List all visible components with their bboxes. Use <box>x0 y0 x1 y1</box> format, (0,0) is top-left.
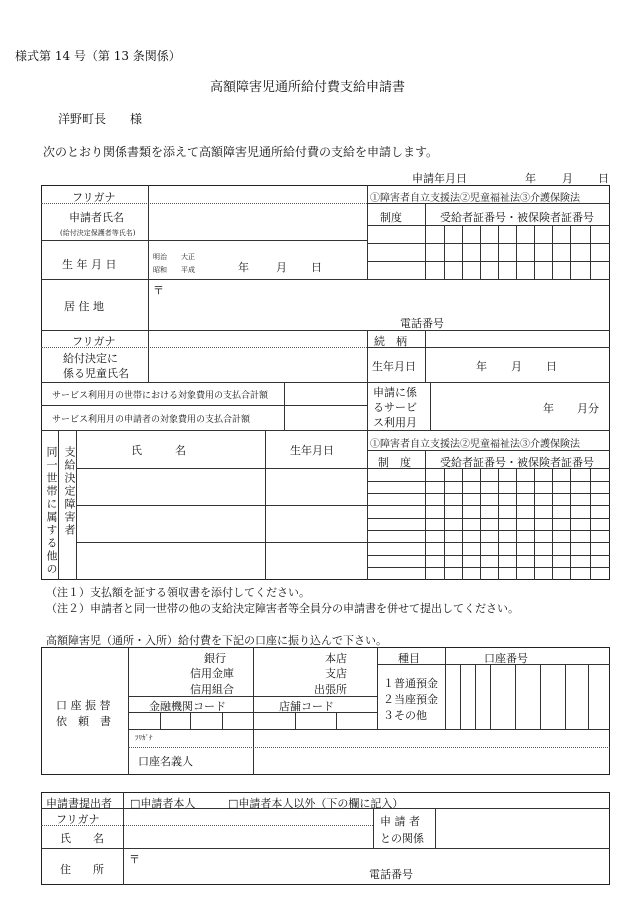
bank-type-kumiai: 信用組合 <box>190 683 234 696</box>
submitter-phone-label: 電話番号 <box>369 868 413 881</box>
account-number-header: 口座番号 <box>484 652 528 665</box>
submitter-postal-mark: 〒 <box>129 853 140 866</box>
child-name-label-1: 給付決定に <box>63 352 118 365</box>
account-type-2: ２当座預金 <box>383 693 438 706</box>
household-inner-label: 支給決定障害者 <box>63 446 76 537</box>
submitter-other-checkbox[interactable]: □申請者本人以外（下の欄に記入） <box>228 797 404 810</box>
submitter-furigana-label: フリガナ <box>56 813 100 826</box>
applicant-dob-label: 生 年 月 日 <box>62 258 117 271</box>
postal-mark: 〒 <box>153 284 164 297</box>
application-date-label: 申請年月日 <box>412 172 467 185</box>
service-month-year: 年 <box>543 402 554 415</box>
era-taisho: 大正 <box>181 253 195 261</box>
child-dob-day: 日 <box>546 360 557 373</box>
applicant-furigana-label: フリガナ <box>72 191 116 204</box>
household-laws: ①障害者自立支援法②児童福祉法③介護保険法 <box>370 439 580 450</box>
applicant-name-label: 申請者氏名 <box>69 211 124 224</box>
branch-type-office: 出張所 <box>314 683 347 696</box>
bank-intro: 高額障害児（通所・入所）給付費を下記の口座に振り込んで下さい。 <box>46 634 387 647</box>
holder-furigana-label: ﾌﾘｶﾞﾅ <box>135 734 153 742</box>
child-name-label-2: 係る児童氏名 <box>63 367 129 380</box>
household-cert-label: 受給者証番号・被保険者証番号 <box>440 456 594 469</box>
bank-type-shinkin: 信用金庫 <box>190 667 234 680</box>
branch-code-label: 店舗コード <box>279 700 334 713</box>
system-laws: ①障害者自立支援法②児童福祉法③介護保険法 <box>370 193 580 204</box>
relation-label: 続 柄 <box>374 335 407 348</box>
household-dob-header: 生年月日 <box>290 444 334 457</box>
child-dob-label: 生年月日 <box>372 360 416 373</box>
household-name-header: 氏 名 <box>131 444 186 457</box>
submitter-name-label: 氏 名 <box>60 832 104 845</box>
phone-label: 電話番号 <box>400 317 444 330</box>
date-year: 年 <box>525 172 536 185</box>
note-2: （注２）申請者と同一世帯の他の支給決定障害者等全員分の申請書を併せて提出してください。 <box>46 602 519 615</box>
account-type-3: ３その他 <box>383 709 427 722</box>
bank-label-2: 依 頼 書 <box>56 715 111 728</box>
dob-year: 年 <box>238 261 249 274</box>
intro-text: 次のとおり関係書類を添えて高額障害児通所給付費の支給を申請します。 <box>43 145 439 159</box>
applicant-name-note: (給付決定保護者等氏名) <box>60 229 136 237</box>
service-month-label-1: 申請に係 <box>373 386 417 399</box>
submitter-address-label: 住 所 <box>60 863 104 876</box>
child-furigana-label: フリガナ <box>72 335 116 348</box>
household-seido-label: 制 度 <box>378 456 411 469</box>
service-month-label-3: ス利用月 <box>373 416 417 429</box>
household-outer-label: 同一世帯に属する他の <box>45 446 58 576</box>
note-1: （注１）支払額を証する領収書を添付してください。 <box>46 586 310 599</box>
date-day: 日 <box>598 172 609 185</box>
applicant-total-label: サービス利用月の申請者の対象費用の支払合計額 <box>52 415 251 425</box>
form-number: 様式第 14 号（第 13 条関係） <box>15 49 181 63</box>
household-total-label: サービス利用月の世帯における対象費用の支払合計額 <box>52 391 269 401</box>
bank-type-bank: 銀行 <box>204 652 226 665</box>
addressee: 洋野町長 様 <box>58 112 143 126</box>
submitter-self-checkbox[interactable]: □申請者本人 <box>130 797 196 810</box>
service-month-label-2: るサービ <box>373 401 417 414</box>
account-holder-label: 口座名義人 <box>138 755 193 768</box>
era-heisei: 平成 <box>181 266 195 274</box>
bank-label-1: 口 座 振 替 <box>56 699 111 712</box>
submitter-label: 申請書提出者 <box>46 797 112 810</box>
seido-label: 制度 <box>380 211 402 224</box>
branch-type-main: 本店 <box>325 652 347 665</box>
account-type-header: 種目 <box>398 652 420 665</box>
dob-day: 日 <box>311 261 322 274</box>
bank-code-label: 金融機関コード <box>149 700 226 713</box>
service-month-month: 月分 <box>577 402 599 415</box>
page-title: 高額障害児通所給付費支給申請書 <box>210 80 406 95</box>
era-meiji: 明治 <box>153 253 167 261</box>
dob-month: 月 <box>276 261 287 274</box>
account-type-1: １普通預金 <box>383 677 438 690</box>
date-month: 月 <box>562 172 573 185</box>
submitter-relation-label-1: 申 請 者 <box>380 815 420 828</box>
branch-type-branch: 支店 <box>325 667 347 680</box>
submitter-relation-label-2: との関係 <box>380 832 424 845</box>
child-dob-year: 年 <box>476 360 487 373</box>
child-dob-month: 月 <box>511 360 522 373</box>
era-showa: 昭和 <box>153 266 167 274</box>
residence-label: 居 住 地 <box>64 300 104 313</box>
cert-number-label: 受給者証番号・被保険者証番号 <box>440 211 594 224</box>
